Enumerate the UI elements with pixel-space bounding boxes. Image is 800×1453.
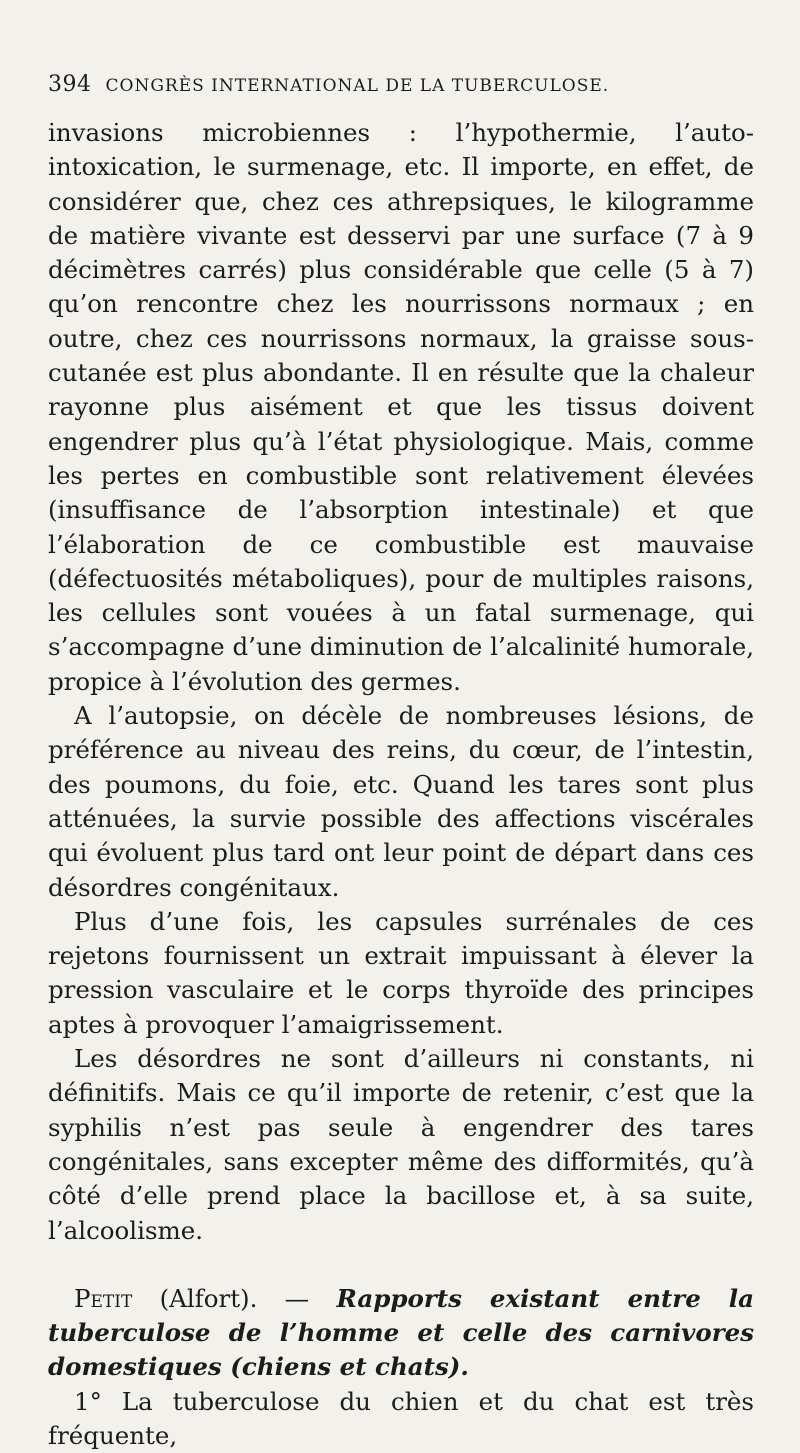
running-header bbox=[48, 72, 609, 97]
page-number: 394 bbox=[48, 72, 92, 97]
paragraph-autopsie: A l’autopsie, on décèle de nombreuses lésions, de préférence au niveau des reins, du cœur, de l’intestin, des poumons, du foie, etc. Quand les tares sont plus atténuées, la survie possible des affections viscérales qui évoluent plus tard ont leur point de départ dans ces désordres congénitaux. bbox=[48, 701, 754, 902]
body-text bbox=[48, 116, 754, 1453]
section-title: Rapports existant entre la tuberculose de l’homme et celle des carnivores domestiques (chiens et chats). bbox=[48, 1283, 754, 1382]
running-title: CONGRÈS INTERNATIONAL DE LA TUBERCULOSE. bbox=[105, 76, 610, 96]
paragraph-continued: invasions microbiennes : l’hypothermie, l’auto-intoxication, le surmenage, etc. Il importe, en effet, de considérer que, chez ces athrepsiques, le kilogramme de matière vivante est desservi par une surface (7 à 9 décimètres carrés) plus considérable que celle (5 à 7) qu’on rencontre chez les nourrissons normaux ; en outre, chez ces nourrissons normaux, la graisse sous-cutanée est plus abondante. Il en résulte que la chaleur rayonne plus aisément et que les tissus doivent engendrer plus qu’à l’état physiologique. Mais, comme les pertes en combustible sont relativement élevées (insuffisance de l’absorption intestinale) et que l’élaboration de ce combustible est mauvaise (défectuosités métaboliques), pour de multiples raisons, les cellules sont vouées à un fatal surmenage, qui s’accompagne d’une diminution de l’alcalinité humorale, propice à l’évolution des germes. bbox=[48, 118, 754, 696]
paragraph-capsules: Plus d’une fois, les capsules surrénales de ces rejetons fournissent un extrait impuissant à élever la pression vasculaire et le corps thyroïde des principes aptes à provoquer l’amaigrissement. bbox=[48, 906, 754, 1039]
paragraph-desordres: Les désordres ne sont d’ailleurs ni constants, ni définitifs. Mais ce qu’il importe de retenir, c’est que la syphilis n’est pas seule à engendrer des tares congénitales, sans excepter même des difformités, qu’à côté d’elle prend place la bacillose et, à sa suite, l’alcoolisme. bbox=[48, 1044, 754, 1245]
section-affiliation: (Alfort). — bbox=[159, 1283, 310, 1313]
section-author: Petit bbox=[74, 1283, 133, 1313]
section-first-line: 1° La tuberculose du chien et du chat est très fréquente, bbox=[48, 1386, 754, 1450]
section-heading bbox=[48, 1282, 754, 1385]
